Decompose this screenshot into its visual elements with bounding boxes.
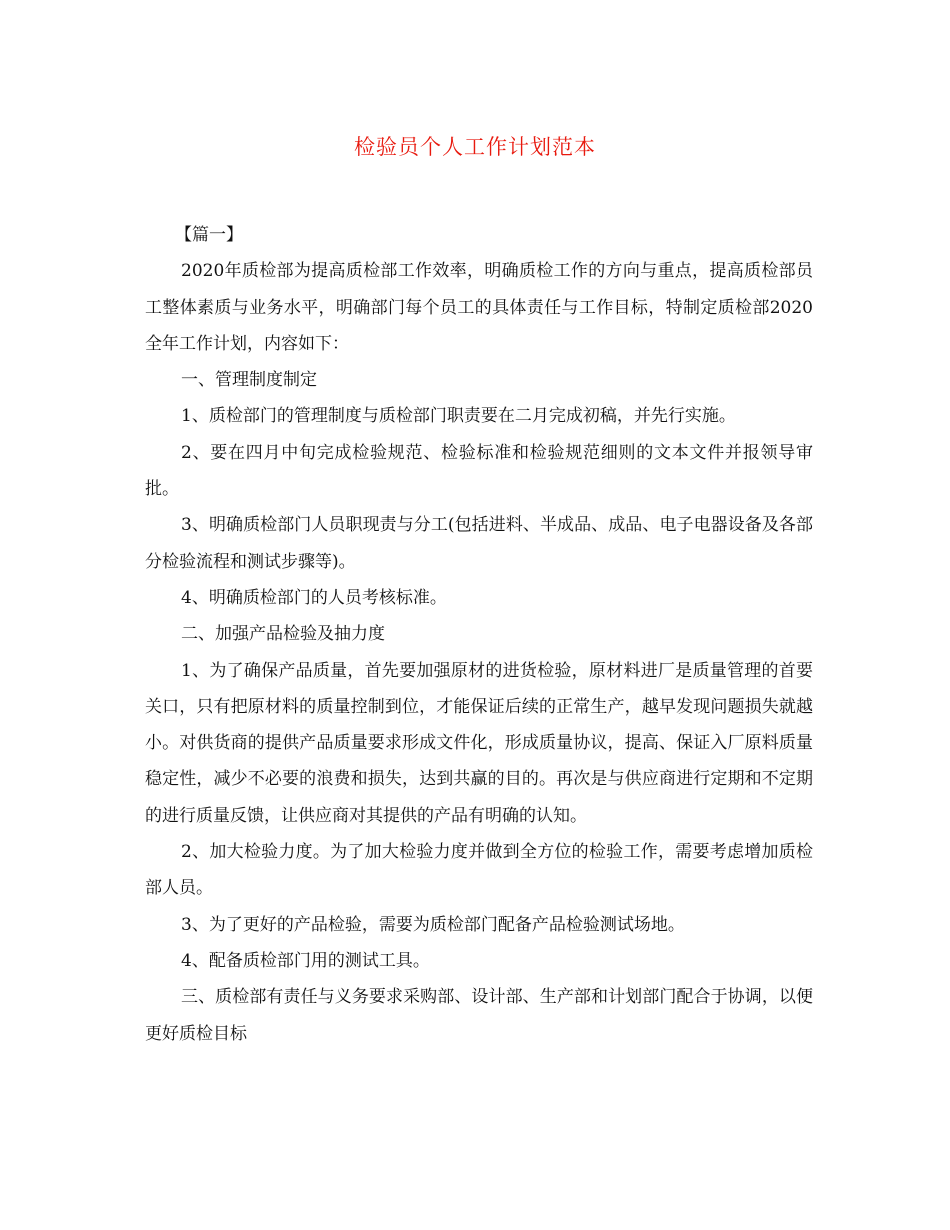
list-item: 3、明确质检部门人员职现责与分工(包括进料、半成品、成品、电子电器设备及各部分检验流程和测试步骤等)。 xyxy=(145,515,813,572)
document-title: 检验员个人工作计划范本 xyxy=(354,135,596,159)
paragraph-intro: 2020年质检部为提高质检部工作效率，明确质检工作的方向与重点，提高质检部员工整体素质与业务水平，明确部门每个员工的具体责任与工作目标，特制定质检部2020全年工作计划，内容如下： xyxy=(145,261,813,354)
list-item: 2、加大检验力度。为了加大检验力度并做到全方位的检验工作，需要考虑增加质检部人员。 xyxy=(145,842,813,899)
heading-coordination: 三、质检部有责任与义务要求采购部、设计部、生产部和计划部门配合于协调，以便更好质检目标 xyxy=(145,987,813,1044)
heading-inspection: 二、加强产品检验及抽力度 xyxy=(181,624,385,645)
section-label: 【篇一】 xyxy=(175,225,243,245)
heading-management-system: 一、管理制度制定 xyxy=(181,370,317,391)
list-item: 4、明确质检部门的人员考核标准。 xyxy=(181,587,447,608)
document-body xyxy=(145,217,813,1052)
list-item: 1、质检部门的管理制度与质检部门职责要在二月完成初稿，并先行实施。 xyxy=(181,406,736,427)
list-item: 1、为了确保产品质量，首先要加强原材的进货检验，原材料进厂是质量管理的首要关口，只有把原材料的质量控制到位，才能保证后续的正常生产，越早发现问题损失就越小。对供货商的提供产品质量要求形成文件化，形成质量协议，提高、保证入厂原料质量稳定性，减少不必要的浪费和损失，达到共赢的目的。再次是与供应商进行定期和不定期的进行质量反馈，让供应商对其提供的产品有明确的认知。 xyxy=(145,660,813,826)
list-item: 2、要在四月中旬完成检验规范、检验标准和检验规范细则的文本文件并报领导审批。 xyxy=(145,442,813,500)
list-item: 4、配备质检部门用的测试工具。 xyxy=(181,950,430,971)
list-item: 3、为了更好的产品检验，需要为质检部门配备产品检验测试场地。 xyxy=(181,914,685,935)
